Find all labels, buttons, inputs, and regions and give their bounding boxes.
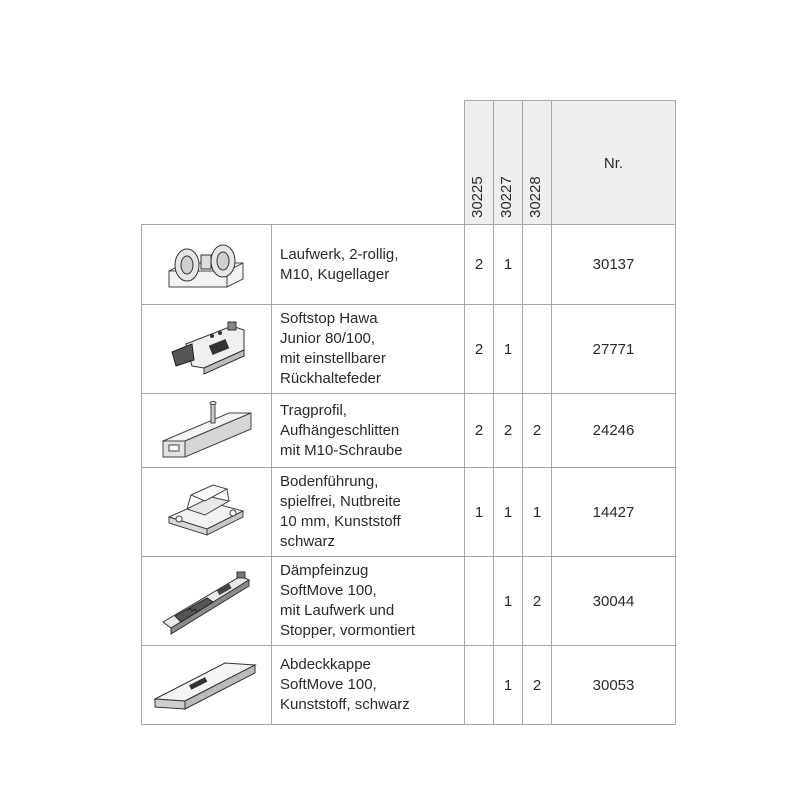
- quantity-cell: 2: [494, 394, 523, 468]
- product-image: [142, 305, 272, 394]
- article-number: 30044: [552, 557, 676, 646]
- description: Softstop Hawa Junior 80/100, mit einstellbarer Rückhaltefeder: [272, 305, 465, 394]
- article-number: 27771: [552, 305, 676, 394]
- set-column-header: 30227: [494, 101, 523, 225]
- article-number: 30137: [552, 225, 676, 305]
- product-image: [142, 225, 272, 305]
- quantity-cell: 2: [465, 225, 494, 305]
- description: Abdeckkappe SoftMove 100, Kunststoff, schwarz: [272, 646, 465, 725]
- quantity-cell: 1: [494, 557, 523, 646]
- description: Dämpfeinzug SoftMove 100, mit Laufwerk und Stopper, vormontiert: [272, 557, 465, 646]
- article-number: 30053: [552, 646, 676, 725]
- quantity-cell: 1: [494, 646, 523, 725]
- quantity-cell: 2: [523, 394, 552, 468]
- quantity-cell: 2: [465, 394, 494, 468]
- header-row: [142, 101, 676, 225]
- mounting-profile-icon: [159, 399, 255, 463]
- damper-icon: [157, 564, 257, 638]
- floor-guide-icon: [165, 479, 249, 545]
- quantity-cell: [465, 646, 494, 725]
- set-column-header: 30225: [465, 101, 494, 225]
- product-image: [142, 468, 272, 557]
- description: Bodenführung, spielfrei, Nutbreite 10 mm, Kunststoff schwarz: [272, 468, 465, 557]
- nr-column-header: Nr.: [552, 101, 676, 225]
- table-row: [142, 646, 676, 725]
- quantity-cell: [465, 557, 494, 646]
- description: Tragprofil, Aufhängeschlitten mit M10-Schraube: [272, 394, 465, 468]
- set-column-header: 30228: [523, 101, 552, 225]
- quantity-cell: 2: [523, 557, 552, 646]
- header-blank: [142, 101, 465, 225]
- table-row: [142, 305, 676, 394]
- description: Laufwerk, 2-rollig, M10, Kugellager: [272, 225, 465, 305]
- quantity-cell: 1: [494, 468, 523, 557]
- roller-carriage-icon: [165, 235, 249, 295]
- table-row: [142, 225, 676, 305]
- article-number: 14427: [552, 468, 676, 557]
- quantity-cell: [523, 225, 552, 305]
- quantity-cell: 1: [494, 305, 523, 394]
- product-image: [142, 394, 272, 468]
- product-image: [142, 646, 272, 725]
- cover-cap-icon: [151, 653, 263, 717]
- quantity-cell: 1: [494, 225, 523, 305]
- product-image: [142, 557, 272, 646]
- quantity-cell: 2: [465, 305, 494, 394]
- parts-table: [141, 100, 676, 725]
- article-number: 24246: [552, 394, 676, 468]
- quantity-cell: 1: [465, 468, 494, 557]
- table-row: [142, 394, 676, 468]
- table-row: [142, 468, 676, 557]
- quantity-cell: [523, 305, 552, 394]
- quantity-cell: 1: [523, 468, 552, 557]
- table-row: [142, 557, 676, 646]
- quantity-cell: 2: [523, 646, 552, 725]
- softstop-icon: [164, 314, 250, 384]
